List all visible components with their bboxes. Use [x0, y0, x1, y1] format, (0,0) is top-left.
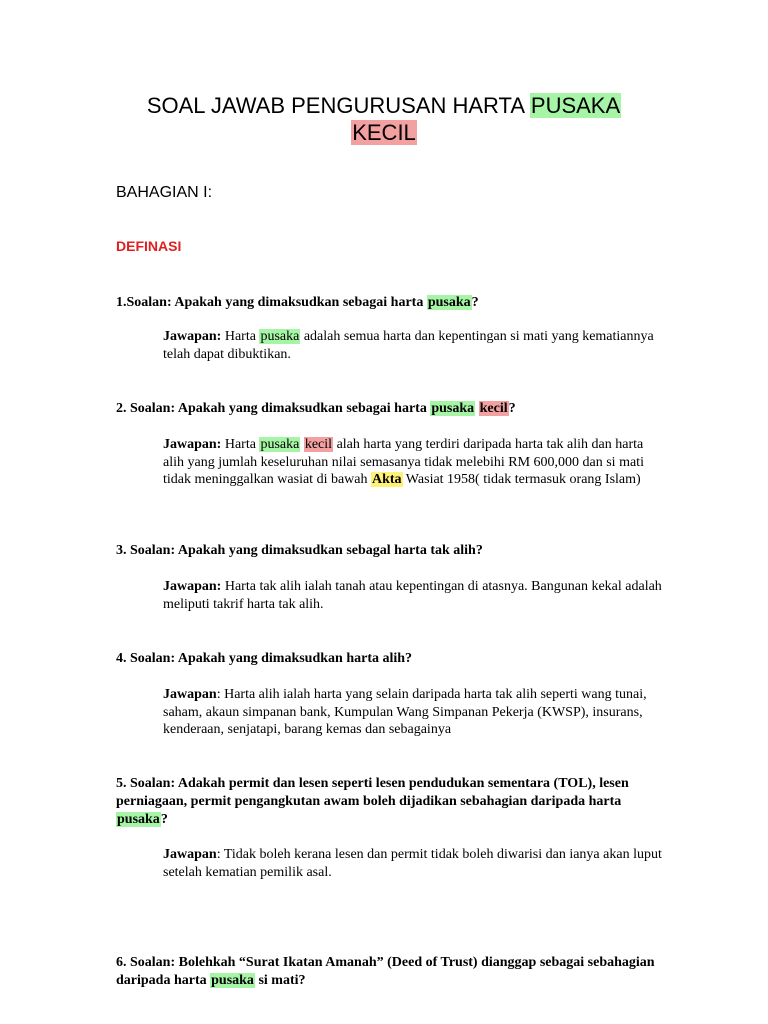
title-highlight-kecil: KECIL	[352, 120, 416, 145]
answer-2-label: Jawapan:	[163, 437, 222, 452]
answer-1-label: Jawapan:	[163, 329, 222, 344]
highlight-kecil: kecil	[479, 401, 508, 416]
answer-2-rest: Wasiat 1958( tidak termasuk orang Islam)	[402, 472, 641, 487]
answer-2-text: Harta	[221, 437, 260, 452]
title-text: SOAL JAWAB PENGURUSAN HARTA	[146, 93, 530, 118]
answer-5-text: : Tidak boleh kerana lesen dan permit tidak boleh diwarisi dan ianya akan luput setelah kematian pemilik asal.	[163, 847, 662, 880]
answer-1-text: Harta	[221, 329, 260, 344]
section-heading: BAHAGIAN I:	[116, 184, 213, 201]
highlight-pusaka: pusaka	[431, 401, 475, 416]
answer-5-label: Jawapan	[163, 847, 217, 862]
highlight-kecil: kecil	[304, 437, 333, 452]
definition-heading: DEFINASI	[116, 238, 182, 254]
question-6	[116, 954, 656, 990]
highlight-pusaka: pusaka	[260, 437, 300, 452]
answer-3-label: Jawapan:	[163, 579, 222, 594]
question-1	[116, 294, 656, 312]
answer-1-rest: adalah semua harta dan kepentingan si mati yang kematiannya telah dapat dibuktikan.	[163, 329, 654, 362]
answer-2	[163, 436, 663, 489]
highlight-pusaka: pusaka	[427, 295, 471, 310]
highlight-pusaka: pusaka	[260, 329, 300, 344]
answer-2-mid: alah harta yang terdiri daripada harta tak alih dan harta alih yang jumlah keseluruhan nilai semasanya tidak melebihi RM 600,000 dan si mati tidak meninggalkan wasiat di bawah	[163, 437, 644, 487]
question-1-text: 1.Soalan: Apakah yang dimaksudkan sebagai harta	[116, 295, 427, 310]
answer-4-text: : Harta alih ialah harta yang selain daripada harta tak alih seperti wang tunai, saham, akaun simpanan bank, Kumpulan Wang Simpanan Pekerja (KWSP), insurans, kenderaan, senjatapi, barang kemas dan sebagainya	[163, 687, 647, 737]
question-5	[116, 775, 656, 829]
answer-3-text: Harta tak alih ialah tanah atau kepentingan di atasnya. Bangunan kekal adalah meliputi takrif harta tak alih.	[163, 579, 662, 612]
question-3: 3. Soalan: Apakah yang dimaksudkan sebagal harta tak alih?	[116, 543, 483, 558]
question-2-end: ?	[508, 401, 516, 416]
answer-1	[163, 328, 663, 363]
question-2-text: 2. Soalan: Apakah yang dimaksudkan sebagai harta	[116, 401, 431, 416]
title-highlight-pusaka: PUSAKA	[530, 93, 621, 118]
highlight-pusaka: pusaka	[117, 812, 160, 827]
highlight-akta: Akta	[372, 472, 402, 487]
question-6-end: si mati?	[254, 973, 306, 988]
answer-4-label: Jawapan	[163, 687, 217, 702]
question-1-end: ?	[471, 295, 479, 310]
question-6-text: 6. Soalan: Bolehkah “Surat Ikatan Amanah” (Deed of Trust) dianggap sebagai sebahagian daripada harta	[116, 955, 655, 988]
question-5-text: 5. Soalan: Adakah permit dan lesen seperti lesen pendudukan sementara (TOL), lesen perniagaan, permit pengangkutan awam boleh dijadikan sebahagian daripada harta	[116, 776, 629, 809]
answer-5	[163, 846, 663, 881]
answer-4	[163, 686, 663, 739]
highlight-pusaka: pusaka	[211, 973, 254, 988]
question-2	[116, 400, 656, 418]
page-title	[80, 92, 688, 146]
answer-3	[163, 578, 663, 613]
question-5-end: ?	[160, 812, 168, 827]
question-4: 4. Soalan: Apakah yang dimaksudkan harta alih?	[116, 651, 413, 666]
